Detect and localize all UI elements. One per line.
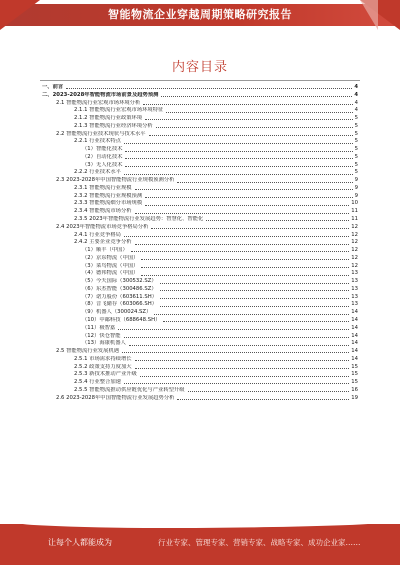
toc-entry-label: （3）菜鸟物流（中国） [82, 262, 139, 269]
page-footer [0, 524, 400, 565]
toc-entry[interactable] [42, 309, 358, 317]
toc-entry-page: 14 [351, 316, 358, 323]
toc-leader-dots [177, 399, 349, 400]
toc-entry[interactable] [42, 216, 358, 224]
toc-entry[interactable] [42, 255, 358, 263]
toc-entry-page: 14 [351, 340, 358, 347]
toc-entry[interactable] [42, 185, 358, 193]
toc-entry[interactable] [42, 208, 358, 216]
toc-leader-dots [177, 182, 352, 183]
toc-entry-page: 4 [354, 84, 358, 90]
toc-entry-label: 2.4.2 主要企业竞争分析 [74, 239, 132, 246]
toc-leader-dots [141, 275, 349, 276]
toc-entry[interactable] [42, 325, 358, 333]
toc-entry-page: 4 [354, 107, 358, 114]
table-of-contents [42, 84, 358, 402]
toc-entry-label: （5）今天国际（300532.SZ） [82, 278, 157, 285]
toc-entry[interactable] [42, 92, 358, 100]
toc-entry-page: 12 [351, 223, 358, 230]
toc-entry[interactable] [42, 84, 358, 92]
toc-entry-label: （3）无人化技术 [82, 161, 123, 168]
toc-entry-label: （12）快仓智能 [82, 332, 121, 339]
toc-entry[interactable] [42, 270, 358, 278]
toc-leader-dots [188, 391, 350, 392]
toc-entry-page: 10 [351, 200, 358, 207]
toc-leader-dots [140, 376, 349, 377]
toc-leader-dots [160, 290, 350, 291]
toc-entry-page: 5 [354, 146, 358, 153]
toc-entry-page: 12 [351, 254, 358, 261]
toc-entry-label: 2.2 智能物流行业技术现状与技术水平 [56, 130, 146, 137]
toc-entry[interactable] [42, 232, 358, 240]
toc-entry-page: 13 [351, 278, 358, 285]
toc-entry[interactable] [42, 146, 358, 154]
toc-entry-page: 14 [351, 324, 358, 331]
toc-entry-label: 2.3.1 智能物流行业规模 [74, 184, 132, 191]
toc-entry-label: （2）京东物流（中国） [82, 254, 139, 261]
toc-entry-label: （2）自动化技术 [82, 153, 123, 160]
toc-entry-label: 2.2.1 行业技术特点 [74, 138, 121, 145]
toc-entry[interactable] [42, 364, 358, 372]
toc-entry[interactable] [42, 138, 358, 146]
toc-entry-page: 9 [354, 184, 358, 191]
toc-leader-dots [141, 259, 349, 260]
toc-entry-label: （11）极智嘉 [82, 324, 116, 331]
toc-entry[interactable] [42, 340, 358, 348]
toc-leader-dots [145, 205, 349, 206]
toc-leader-dots [124, 174, 353, 175]
toc-leader-dots [125, 158, 352, 159]
toc-entry-page: 9 [354, 192, 358, 199]
toc-entry-label: 2.2.2 行业技术水平 [74, 169, 121, 176]
toc-entry-label: （9）机器人（300024.SZ） [82, 309, 152, 316]
toc-entry-page: 15 [351, 379, 358, 386]
toc-entry[interactable] [42, 263, 358, 271]
toc-leader-dots [141, 267, 349, 268]
toc-entry-label: 2.6 2023-2028年中国智能物流行业发展趋势分析 [56, 394, 175, 401]
toc-leader-dots [145, 197, 352, 198]
toc-divider [40, 80, 360, 81]
toc-entry[interactable] [42, 193, 358, 201]
toc-entry-label: 2.3.5 2023年智能物流行业发展趋势：智慧化、智能化 [74, 216, 204, 223]
toc-entry[interactable] [42, 100, 358, 108]
toc-leader-dots [160, 306, 349, 307]
toc-entry[interactable] [42, 395, 358, 403]
toc-entry-page: 14 [351, 355, 358, 362]
toc-leader-dots [122, 352, 349, 353]
toc-entry-label: 2.5.3 新技术推动产业升级 [74, 371, 137, 378]
toc-entry[interactable] [42, 286, 358, 294]
toc-entry-label: （13）海康机器人 [82, 340, 126, 347]
toc-entry-page: 14 [351, 348, 358, 355]
toc-entry-page: 13 [351, 293, 358, 300]
toc-entry-label: 二、2023-2028年智能物流市场前景及趋势预测 [42, 91, 159, 98]
toc-entry-label: 2.1 智能物流行业宏观市场环境分析 [56, 99, 141, 106]
toc-entry-label: （7）诺力股份（603611.SH） [82, 293, 157, 300]
report-header [0, 0, 400, 30]
toc-entry-label: 2.5.1 市场需求持续增长 [74, 355, 132, 362]
toc-entry-label: （1）智能化技术 [82, 146, 123, 153]
toc-leader-dots [125, 151, 352, 152]
toc-entry-page: 11 [351, 216, 358, 223]
toc-leader-dots [151, 228, 349, 229]
toc-entry-label: 2.3 2023-2028年中国智能物流行业规模预测分析 [56, 177, 175, 184]
toc-entry-label: 2.3.3 智能物流细分市场规模 [74, 200, 143, 207]
toc-entry[interactable] [42, 162, 358, 170]
toc-leader-dots [160, 298, 349, 299]
toc-leader-dots [143, 104, 352, 105]
toc-leader-dots [135, 368, 350, 369]
toc-entry[interactable] [42, 301, 358, 309]
toc-entry-page: 11 [351, 208, 358, 215]
toc-leader-dots [161, 96, 352, 97]
toc-entry-page: 15 [351, 363, 358, 370]
toc-entry-page: 15 [351, 371, 358, 378]
toc-leader-dots [124, 236, 349, 237]
toc-leader-dots [135, 244, 350, 245]
toc-entry-label: 2.1.2 智能物流行业政策环境 [74, 115, 143, 122]
toc-leader-dots [154, 314, 349, 315]
toc-entry-label: 2.1.1 智能物流行业宏观市场环境特征 [74, 107, 164, 114]
toc-entry[interactable] [42, 371, 358, 379]
toc-entry-label: 2.3.4 智能物流市场分析 [74, 208, 132, 215]
toc-entry-label: 2.4 2023年智能物流市场竞争格局分析 [56, 223, 149, 230]
toc-entry-page: 9 [354, 177, 358, 184]
toc-entry-label: （4）德邦物流（中国） [82, 270, 139, 277]
toc-entry[interactable] [42, 333, 358, 341]
toc-entry-page: 12 [351, 239, 358, 246]
toc-entry-page: 13 [351, 301, 358, 308]
toc-leader-dots [124, 337, 350, 338]
toc-entry[interactable] [42, 131, 358, 139]
toc-leader-dots [135, 213, 350, 214]
toc-entry-page: 12 [351, 247, 358, 254]
toc-entry-label: 2.5.5 智能物流推动供应链优化与产业转型升级 [74, 386, 185, 393]
toc-leader-dots [135, 189, 353, 190]
toc-entry[interactable] [42, 278, 358, 286]
toc-entry-label: （6）东杰智能（300486.SZ） [82, 285, 157, 292]
toc-entry[interactable] [42, 356, 358, 364]
toc-entry-label: 2.3.2 智能物流行业规模预测 [74, 192, 143, 199]
toc-entry-page: 14 [351, 332, 358, 339]
toc-entry[interactable] [42, 177, 358, 185]
toc-leader-dots [131, 251, 350, 252]
toc-entry-page: 5 [354, 161, 358, 168]
toc-leader-dots [166, 112, 352, 113]
toc-leader-dots [163, 321, 349, 322]
toc-entry-label: 2.1.3 智能物流行业经济环境分析 [74, 122, 153, 129]
footer-tagline: 行业专家、管理专家、营销专家、战略专家、成功企业家…… [158, 538, 361, 547]
toc-entry-page: 13 [351, 285, 358, 292]
toc-entry[interactable] [42, 294, 358, 302]
toc-leader-dots [125, 166, 352, 167]
toc-entry[interactable] [42, 115, 358, 123]
toc-entry[interactable] [42, 317, 358, 325]
toc-leader-dots [124, 383, 349, 384]
toc-leader-dots [160, 283, 350, 284]
toc-entry[interactable] [42, 154, 358, 162]
toc-leader-dots [149, 135, 353, 136]
toc-entry-page: 5 [354, 153, 358, 160]
toc-entry-label: 一、前言 [42, 84, 64, 90]
toc-entry-page: 5 [354, 169, 358, 176]
toc-entry-page: 4 [354, 99, 358, 106]
toc-entry-label: 2.5.4 行业整合加速 [74, 379, 121, 386]
toc-leader-dots [135, 360, 350, 361]
toc-entry-label: （1）顺丰（中国） [82, 247, 128, 254]
toc-entry[interactable] [42, 107, 358, 115]
toc-entry-page: 5 [354, 122, 358, 129]
footer-swoosh [0, 520, 400, 528]
toc-entry-label: （10）中邮科技（688648.SH） [82, 316, 161, 323]
toc-entry-label: 2.4.1 行业竞争格局 [74, 231, 121, 238]
footer-slogan: 让每个人都能成为 [48, 538, 112, 547]
toc-entry-page: 5 [354, 115, 358, 122]
toc-entry-label: 2.5.2 政策支持力度加大 [74, 363, 132, 370]
toc-entry[interactable] [42, 379, 358, 387]
toc-leader-dots [118, 329, 349, 330]
toc-leader-dots [66, 88, 352, 89]
toc-entry[interactable] [42, 200, 358, 208]
toc-leader-dots [129, 345, 349, 346]
toc-entry[interactable] [42, 123, 358, 131]
toc-entry-label: （8）音飞储存（603066.SH） [82, 301, 157, 308]
toc-entry[interactable] [42, 348, 358, 356]
report-title: 智能物流企业穿越周期策略研究报告 [108, 8, 292, 21]
toc-entry-page: 13 [351, 270, 358, 277]
toc-entry-page: 12 [351, 262, 358, 269]
toc-entry-label: 2.5 智能物流行业发展机遇 [56, 348, 120, 355]
toc-entry-page: 5 [354, 130, 358, 137]
toc-leader-dots [145, 119, 352, 120]
toc-entry-page: 14 [351, 309, 358, 316]
toc-leader-dots [124, 143, 353, 144]
toc-leader-dots [156, 127, 353, 128]
toc-leader-dots [206, 220, 349, 221]
toc-entry[interactable] [42, 224, 358, 232]
toc-entry[interactable] [42, 387, 358, 395]
toc-entry[interactable] [42, 247, 358, 255]
toc-entry-page: 19 [351, 394, 358, 401]
toc-entry[interactable] [42, 239, 358, 247]
toc-entry-page: 16 [351, 386, 358, 393]
toc-heading: 内容目录 [171, 60, 228, 75]
toc-entry[interactable] [42, 169, 358, 177]
toc-entry-page: 4 [354, 91, 358, 98]
toc-entry-page: 12 [351, 231, 358, 238]
toc-entry-page: 5 [354, 138, 358, 145]
